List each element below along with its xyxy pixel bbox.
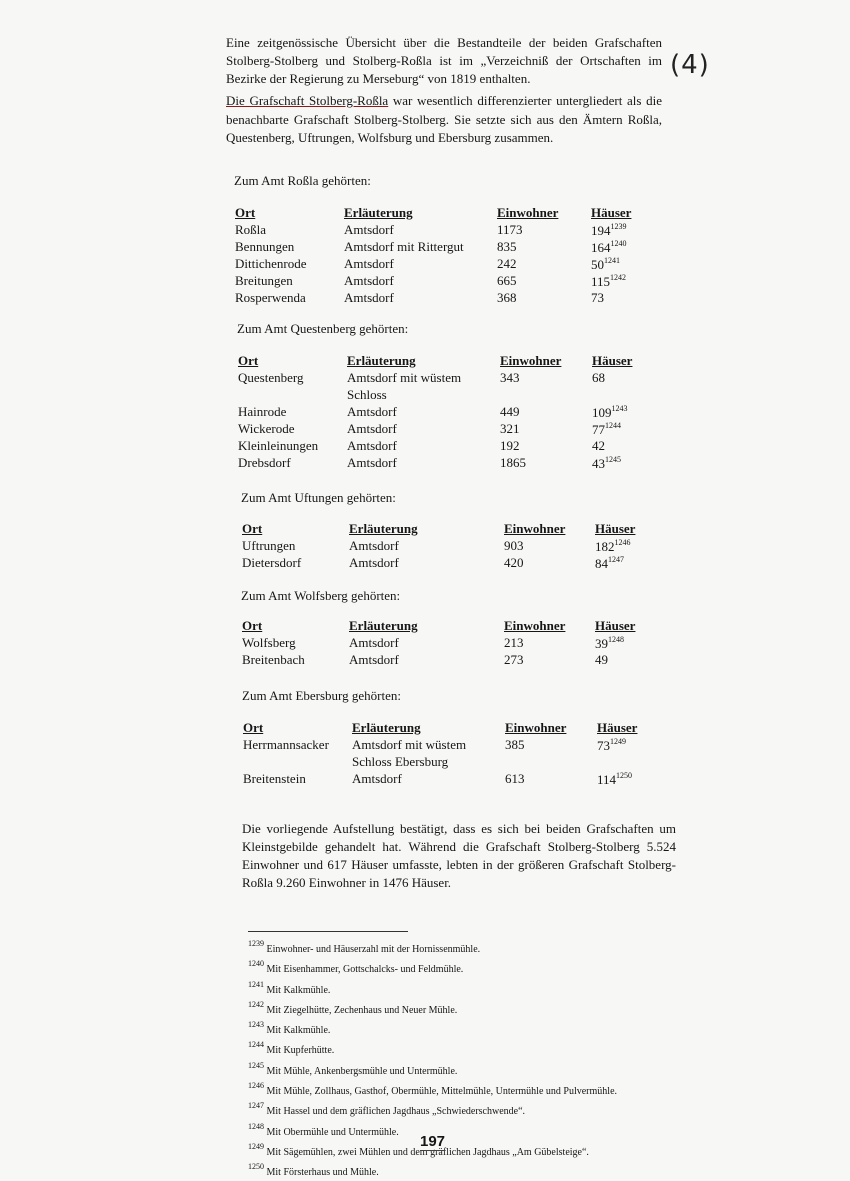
- summary-paragraph: Die vorliegende Aufstellung bestätigt, dass es sich bei beiden Grafschaften um Kleinstgebilde gehandelt hat. Während die Grafschaft Stolberg-Stolberg 5.524 Einwohner und 617 Häuser umfasste, lebten in der größeren Grafschaft Stolberg-Roßla 9.260 Einwohner in 1476 Häuser.: [242, 821, 676, 890]
- column-header-einw: Einwohner: [497, 205, 559, 220]
- cell-haeuser: [595, 555, 624, 572]
- column-header-haeuser: Häuser: [592, 353, 633, 368]
- footnote-ref: 1249: [610, 737, 626, 746]
- cell-erlaeuterung: Amtsdorf: [344, 290, 394, 305]
- underlined-phrase: Die Grafschaft Stolberg-Roßla: [226, 93, 389, 108]
- footnote-text: Mit Hassel und dem gräflichen Jagdhaus „Schwiederschwende“.: [266, 1106, 526, 1118]
- haeuser-value: 114: [597, 772, 617, 787]
- paragraph-text: war wesentlich differenzierter untergliedert als die benachbarte Grafschaft Stolberg-Stolberg. Sie setzte sich aus den Ämtern Roßla, Questenberg, Uftrungen, Wolfsburg und Ebersburg zusammen.: [226, 93, 662, 145]
- section-heading: Zum Amt Questenberg gehörten:: [237, 321, 409, 336]
- section-heading: Zum Amt Wolfsberg gehörten:: [241, 588, 401, 603]
- column-header-haeuser: Häuser: [595, 618, 636, 633]
- cell-einwohner: 449: [500, 404, 520, 419]
- cell-haeuser: [592, 438, 605, 454]
- column-header-erl: Erläuterung: [349, 618, 418, 633]
- cell-erlaeuterung: Amtsdorf mit wüstem: [352, 737, 467, 752]
- column-header-haeuser: Häuser: [595, 521, 636, 536]
- cell-erlaeuterung: Amtsdorf: [344, 273, 394, 288]
- footnote-number: 1244: [248, 1040, 264, 1050]
- haeuser-value: 43: [592, 456, 605, 471]
- cell-ort: Uftrungen: [242, 538, 296, 553]
- cell-erlaeuterung: Amtsdorf: [344, 222, 394, 237]
- cell-erlaeuterung: Amtsdorf: [347, 404, 397, 419]
- cell-erlaeuterung: Amtsdorf mit Rittergut: [344, 239, 464, 254]
- footnote-text: Mit Mühle, Zollhaus, Gasthof, Obermühle, Mittelmühle, Untermühle und Pulvermühle.: [266, 1086, 618, 1098]
- footnote-ref: 1245: [605, 455, 621, 464]
- intro-paragraph: Eine zeitgenössische Übersicht über die Bestandteile der beiden Grafschaften Stolberg-Stolberg und Stolberg-Roßla ist im „Verzeichniß der Ortschaften im Bezirke der Regierung zu Merseburg“ von 1819 enthalten.: [226, 35, 662, 86]
- handwritten-note: (4): [670, 50, 710, 80]
- cell-einwohner: 903: [504, 538, 524, 553]
- column-header-ort: Ort: [243, 720, 264, 735]
- cell-erlaeuterung: Amtsdorf mit wüstem: [347, 370, 462, 385]
- cell-einwohner: 835: [497, 239, 517, 254]
- footnote-ref: 1240: [610, 239, 627, 248]
- column-header-erl: Erläuterung: [352, 720, 421, 735]
- cell-einwohner: 1173: [497, 222, 523, 237]
- cell-einwohner: 1865: [500, 455, 526, 470]
- footnote-item: [248, 1059, 688, 1079]
- footnote-ref: 1239: [610, 222, 627, 231]
- footnote-ref: 1244: [605, 421, 621, 430]
- haeuser-value: 68: [592, 370, 605, 385]
- footnote-number: 1247: [248, 1101, 264, 1111]
- cell-haeuser: [595, 538, 631, 555]
- column-header-haeuser: Häuser: [597, 720, 638, 735]
- cell-ort: Drebsdorf: [238, 455, 291, 470]
- footnote-number: 1246: [248, 1081, 264, 1091]
- footnote-number: 1245: [248, 1060, 264, 1070]
- haeuser-value: 49: [595, 652, 608, 667]
- cell-ort: Dittichenrode: [235, 256, 307, 271]
- haeuser-value: 84: [595, 556, 608, 571]
- footnote-number: 1242: [248, 999, 264, 1009]
- cell-haeuser: [592, 370, 605, 386]
- cell-erlaeuterung: Amtsdorf: [347, 438, 397, 453]
- cell-erlaeuterung: Schloss: [347, 387, 387, 402]
- cell-erlaeuterung: Amtsdorf: [352, 771, 402, 786]
- cell-erlaeuterung: Amtsdorf: [344, 256, 394, 271]
- cell-erlaeuterung: Amtsdorf: [349, 538, 399, 553]
- footnote-text: Mit Obermühle und Untermühle.: [266, 1126, 399, 1138]
- footnote-number: 1240: [248, 959, 264, 969]
- footnotes: [248, 937, 688, 1181]
- footnote-item: [248, 1140, 688, 1160]
- column-header-ort: Ort: [238, 353, 259, 368]
- footnote-ref: 1248: [608, 635, 624, 644]
- cell-ort: Dietersdorf: [242, 555, 302, 570]
- footnote-ref: 1250: [616, 771, 633, 780]
- cell-einwohner: 665: [497, 273, 517, 288]
- haeuser-value: 194: [591, 223, 611, 238]
- haeuser-value: 109: [592, 405, 612, 420]
- cell-einwohner: 321: [500, 421, 520, 436]
- footnote-text: Einwohner- und Häuserzahl mit der Hornissenmühle.: [266, 944, 481, 955]
- cell-ort: Roßla: [235, 222, 267, 237]
- cell-haeuser: [592, 421, 621, 438]
- cell-haeuser: [591, 290, 604, 306]
- cell-erlaeuterung: Schloss Ebersburg: [352, 754, 449, 769]
- cell-haeuser: [591, 239, 627, 256]
- cell-einwohner: 368: [497, 290, 517, 305]
- cell-ort: Wolfsberg: [242, 635, 296, 650]
- cell-ort: Kleinleinungen: [238, 438, 319, 453]
- cell-einwohner: 273: [504, 652, 524, 667]
- cell-haeuser: [595, 652, 608, 668]
- section-heading: Zum Amt Roßla gehörten:: [234, 173, 371, 188]
- footnote-number: 1250: [248, 1162, 264, 1172]
- footnote-text: Mit Kalkmühle.: [266, 984, 331, 996]
- cell-einwohner: 613: [505, 771, 525, 786]
- footnote-item: [248, 937, 688, 957]
- paragraph-stolberg-rossla: [226, 92, 662, 148]
- footnote-text: Mit Mühle, Ankenbergsmühle und Untermühle.: [266, 1065, 458, 1077]
- cell-haeuser: [591, 222, 627, 239]
- column-header-ort: Ort: [242, 618, 263, 633]
- footnote-text: Mit Kalkmühle.: [266, 1025, 331, 1037]
- haeuser-value: 164: [591, 240, 611, 255]
- cell-erlaeuterung: Amtsdorf: [349, 652, 399, 667]
- footnote-number: 1239: [248, 939, 264, 948]
- page-number: 197: [420, 1133, 446, 1150]
- cell-haeuser: [597, 771, 632, 788]
- footnote-ref: 1243: [611, 404, 628, 413]
- cell-haeuser: [592, 455, 621, 472]
- haeuser-value: 115: [591, 274, 611, 289]
- footnote-text: Mit Kupferhütte.: [266, 1045, 335, 1057]
- haeuser-value: 39: [595, 636, 608, 651]
- haeuser-value: 50: [591, 257, 604, 272]
- column-header-haeuser: Häuser: [591, 205, 632, 220]
- cell-ort: Breitungen: [235, 273, 293, 288]
- column-header-einw: Einwohner: [505, 720, 567, 735]
- cell-haeuser: [591, 256, 620, 273]
- cell-haeuser: [591, 273, 626, 290]
- footnote-item: [248, 1160, 688, 1180]
- cell-erlaeuterung: Amtsdorf: [347, 421, 397, 436]
- footnote-text: Mit Ziegelhütte, Zechenhaus und Neuer Mühle.: [266, 1004, 458, 1016]
- section-heading: Zum Amt Ebersburg gehörten:: [242, 688, 401, 703]
- column-header-ort: Ort: [235, 205, 256, 220]
- footnote-text: Mit Eisenhammer, Gottschalcks- und Feldmühle.: [266, 964, 464, 976]
- haeuser-value: 182: [595, 539, 615, 554]
- cell-haeuser: [597, 737, 626, 754]
- footnote-ref: 1241: [604, 256, 620, 265]
- cell-ort: Wickerode: [238, 421, 295, 436]
- haeuser-value: 73: [597, 738, 610, 753]
- column-header-erl: Erläuterung: [349, 521, 418, 536]
- cell-ort: Bennungen: [235, 239, 295, 254]
- cell-ort: Herrmannsacker: [243, 737, 329, 752]
- cell-einwohner: 242: [497, 256, 517, 271]
- column-header-einw: Einwohner: [500, 353, 562, 368]
- cell-erlaeuterung: Amtsdorf: [349, 555, 399, 570]
- column-header-erl: Erläuterung: [344, 205, 413, 220]
- cell-ort: Questenberg: [238, 370, 304, 385]
- footnote-item: [248, 1018, 688, 1038]
- cell-haeuser: [595, 635, 624, 652]
- cell-erlaeuterung: Amtsdorf: [349, 635, 399, 650]
- footnote-item: [248, 1038, 688, 1058]
- footnote-number: 1241: [248, 979, 264, 989]
- footnote-number: 1243: [248, 1020, 264, 1030]
- haeuser-value: 73: [591, 290, 604, 305]
- cell-einwohner: 192: [500, 438, 520, 453]
- section-heading: Zum Amt Uftungen gehörten:: [241, 490, 396, 505]
- footnote-ref: 1246: [614, 538, 631, 547]
- footnote-rule: [248, 931, 408, 932]
- cell-einwohner: 385: [505, 737, 525, 752]
- cell-ort: Breitenstein: [243, 771, 306, 786]
- footnote-text: Mit Sägemühlen, zwei Mühlen und dem gräflichen Jagdhaus „Am Gübelsteige“.: [266, 1146, 589, 1158]
- footnote-ref: 1242: [610, 273, 627, 282]
- cell-haeuser: [592, 404, 628, 421]
- cell-ort: Hainrode: [238, 404, 287, 419]
- cell-ort: Rosperwenda: [235, 290, 306, 305]
- cell-einwohner: 343: [500, 370, 520, 385]
- column-header-erl: Erläuterung: [347, 353, 416, 368]
- column-header-ort: Ort: [242, 521, 263, 536]
- footnote-ref: 1247: [608, 555, 624, 564]
- cell-erlaeuterung: Amtsdorf: [347, 455, 397, 470]
- haeuser-value: 77: [592, 422, 605, 437]
- footnote-item: [248, 1120, 688, 1140]
- cell-einwohner: 213: [504, 635, 524, 650]
- footnote-item: [248, 1099, 688, 1119]
- footnote-item: [248, 957, 688, 977]
- cell-ort: Breitenbach: [242, 652, 305, 667]
- footnote-number: 1248: [248, 1121, 264, 1131]
- footnote-item: [248, 998, 688, 1018]
- footnote-number: 1249: [248, 1141, 264, 1151]
- footnote-item: [248, 1079, 688, 1099]
- column-header-einw: Einwohner: [504, 618, 566, 633]
- footnote-text: Mit Försterhaus und Mühle.: [266, 1167, 379, 1179]
- haeuser-value: 42: [592, 438, 605, 453]
- footnote-item: [248, 978, 688, 998]
- column-header-einw: Einwohner: [504, 521, 566, 536]
- cell-einwohner: 420: [504, 555, 524, 570]
